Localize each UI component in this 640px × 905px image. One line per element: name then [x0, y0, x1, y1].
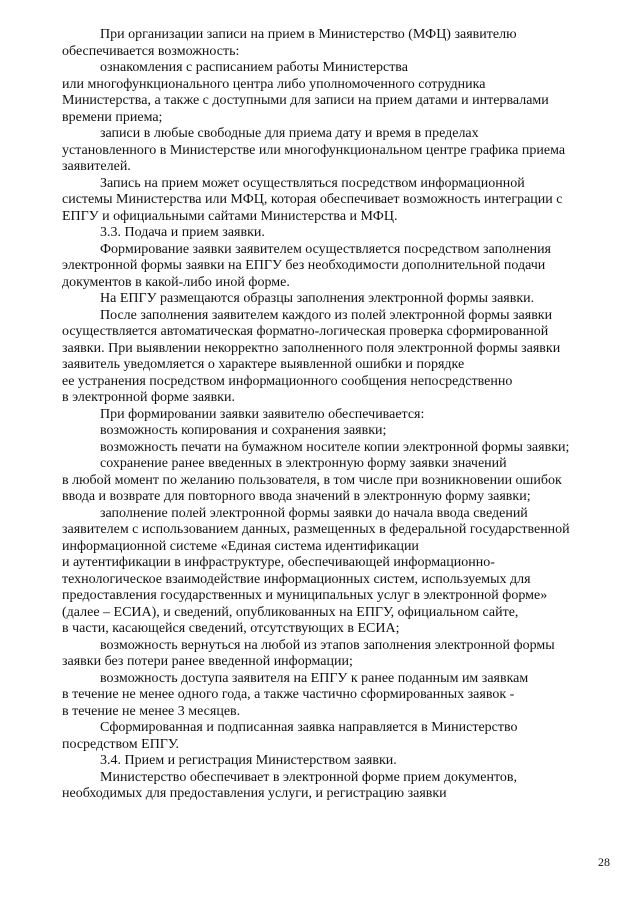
paragraph-return-step: возможность вернуться на любой из этапов заполнения электронной формы заявки без потери ранее введенной информации; — [62, 637, 555, 669]
paragraph-ministry-registration: Министерство обеспечивает в электронной форме прием документов, необходимых для предоставления услуги, и регистрацию заявки — [62, 769, 517, 801]
paragraph-form-samples: На ЕПГУ размещаются образцы заполнения электронной формы заявки. — [100, 291, 535, 306]
paragraph-preserve-values: сохранение ранее введенных в электронную форму заявки значений в любой момент по желанию пользователя, в том числе при возникновении ошибок ввода и возврате для повторного ввода значений в электронную форму заявки; — [62, 456, 562, 504]
page-number: 28 — [598, 855, 610, 869]
paragraph-forming-provides: При формировании заявки заявителю обеспечивается: — [100, 406, 425, 422]
section-heading-3-4: 3.4. Прием и регистрация Министерством заявки. — [100, 753, 397, 768]
paragraph-format-check: После заполнения заявителем каждого из полей электронной формы заявки осуществляется автоматическая форматно-логическая проверка сформированной заявки. При выявлении некорректно заполненного поля электронной формы заявки заявитель уведомляется о характере выявленной ошибки и порядке ее устранения посредством информационного сообщения непосредственно в электронной форме заявки. — [62, 307, 561, 405]
paragraph-prefill-esia: заполнение полей электронной формы заявки до начала ввода сведений заявителем с использованием данных, размещенных в федеральной государственной информационной системе «Единая система идентификации и аутентификации в инфраструктуре, обеспечивающей информационно- технологическое взаимодействие информационных систем, используемых для предоставления государственных и муниципальных услуг в электронной форме» (далее – ЕСИА), и сведений, опубликованных на ЕПГУ, официальном сайте, в части, касающейся сведений, отсутствующих в ЕСИА; — [62, 505, 570, 636]
paragraph-booking-intro: При организации записи на прием в Министерство (МФЦ) заявителю обеспечивается возможность: — [62, 27, 517, 59]
paragraph-schedule-info: ознакомления с расписанием работы Министерства или многофункционального центра либо уполномоченного сотрудника Министерства, а также с доступными для записи на прием датами и интервалами времени приема; — [62, 60, 549, 125]
section-heading-3-3: 3.3. Подача и прием заявки. — [100, 225, 265, 240]
document-page — [62, 27, 611, 803]
paragraph-booking-system: Запись на прием может осуществляться посредством информационной системы Министерства или МФЦ, которая обеспечивает возможность интеграции с ЕПГУ и официальными сайтами Министерства и МФЦ. — [62, 175, 563, 224]
paragraph-submission: Сформированная и подписанная заявка направляется в Министерство посредством ЕПГУ. — [62, 720, 518, 752]
paragraph-access-history: возможность доступа заявителя на ЕПГУ к ранее поданным им заявкам в течение не менее одного года, а также частично сформированных заявок - в течение не менее 3 месяцев. — [62, 670, 529, 719]
paragraph-booking-slots: записи в любые свободные для приема дату и время в пределах установленного в Министерстве или многофункциональном центре графика приема заявителей. — [62, 126, 566, 174]
paragraph-copy-save: возможность копирования и сохранения заявки; — [100, 423, 387, 438]
paragraph-application-forming: Формирование заявки заявителем осуществляется посредством заполнения электронной формы заявки на ЕПГУ без необходимости дополнительной подачи документов в какой-либо иной форме. — [62, 241, 551, 290]
paragraph-print-copy: возможность печати на бумажном носителе копии электронной формы заявки; — [100, 439, 570, 455]
